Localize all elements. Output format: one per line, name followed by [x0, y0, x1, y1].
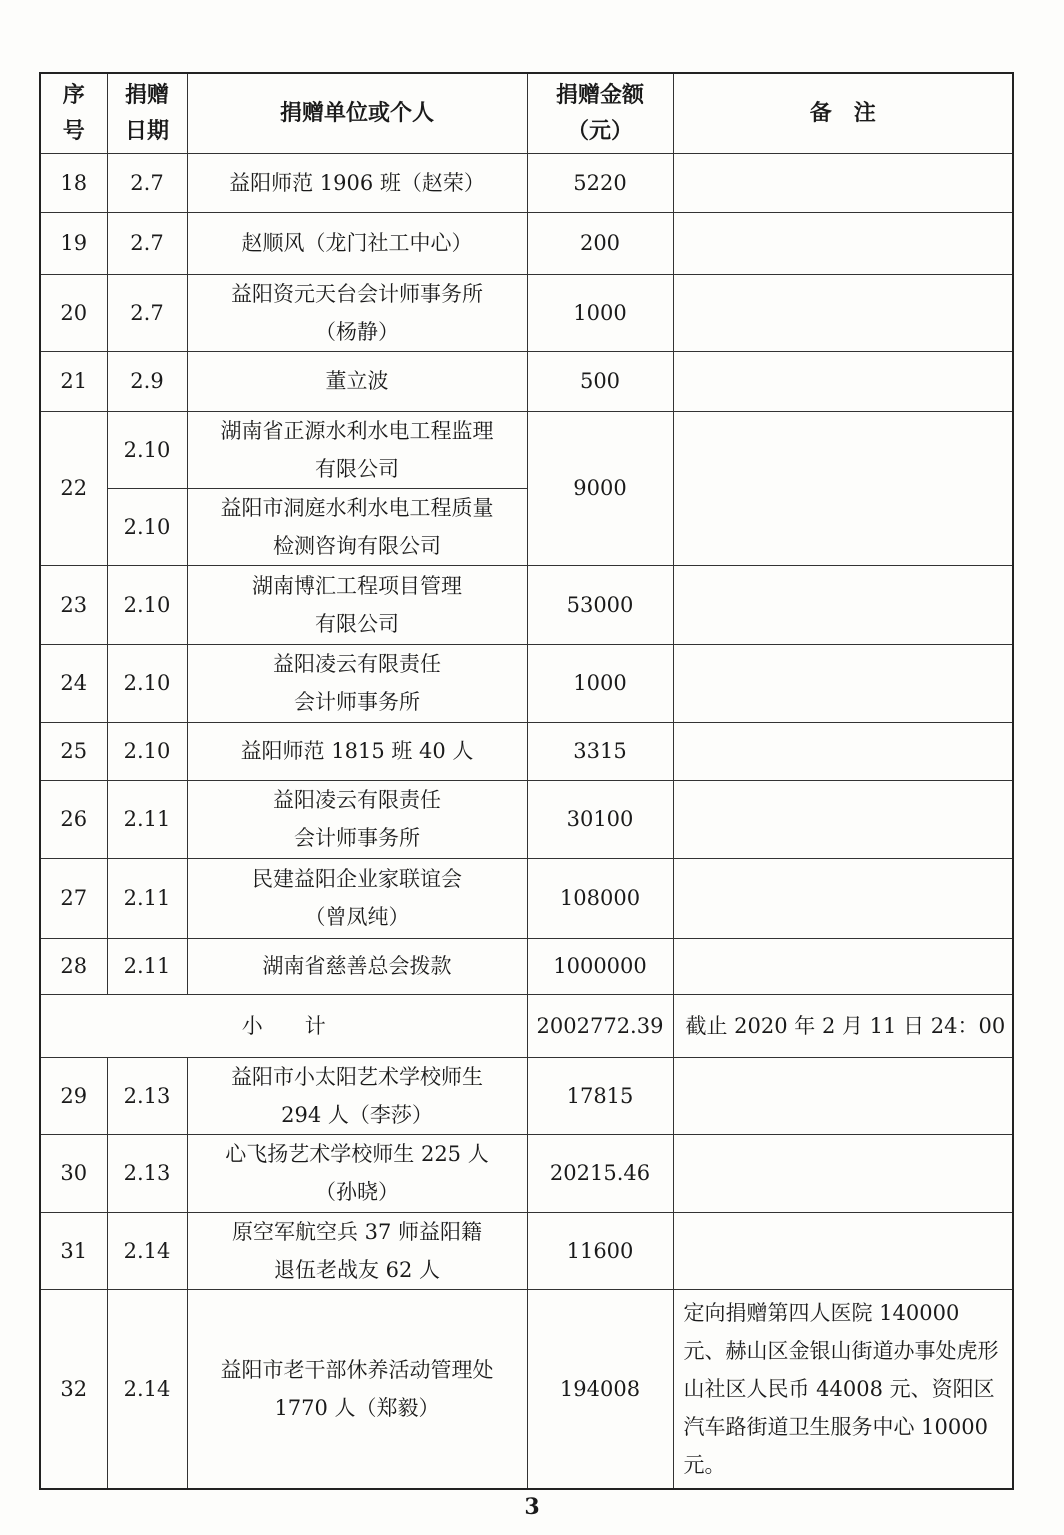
- cell-donor: 益阳师范 1815 班 40 人: [187, 722, 527, 780]
- table-row: [40, 644, 1013, 722]
- cell-donor: 湖南省正源水利水电工程监理 有限公司: [187, 411, 527, 488]
- cell-date: 2.9: [107, 351, 187, 411]
- table-row: [40, 1212, 1013, 1289]
- cell-note: [673, 351, 1013, 411]
- cell-amount: 30100: [527, 780, 673, 858]
- cell-amount: 200: [527, 212, 673, 274]
- header-donor: 捐赠单位或个人: [187, 73, 527, 153]
- cell-seq: 29: [40, 1057, 107, 1134]
- header-seq: 序 号: [40, 73, 107, 153]
- cell-donor: 原空军航空兵 37 师益阳籍 退伍老战友 62 人: [187, 1212, 527, 1289]
- cell-note: [673, 153, 1013, 212]
- table-row: [40, 153, 1013, 212]
- cell-amount: 108000: [527, 858, 673, 938]
- cell-note: [673, 644, 1013, 722]
- cell-seq: 20: [40, 274, 107, 351]
- cell-amount: 1000000: [527, 938, 673, 994]
- cell-note: [673, 411, 1013, 565]
- table-row: [40, 411, 1013, 488]
- cell-note: [673, 1212, 1013, 1289]
- cell-seq: 18: [40, 153, 107, 212]
- cell-donor: 益阳市洞庭水利水电工程质量 检测咨询有限公司: [187, 488, 527, 565]
- cell-date: 2.13: [107, 1134, 187, 1212]
- cell-date: 2.10: [107, 644, 187, 722]
- cell-amount: 53000: [527, 565, 673, 644]
- cell-note: [673, 780, 1013, 858]
- subtotal-row: [40, 994, 1013, 1057]
- cell-seq: 26: [40, 780, 107, 858]
- cell-amount: 194008: [527, 1289, 673, 1489]
- cell-date: 2.13: [107, 1057, 187, 1134]
- cell-note: [673, 1057, 1013, 1134]
- cell-donor: 湖南省慈善总会拨款: [187, 938, 527, 994]
- table-row: [40, 565, 1013, 644]
- cell-seq: 32: [40, 1289, 107, 1489]
- cell-seq: 27: [40, 858, 107, 938]
- cell-amount: 11600: [527, 1212, 673, 1289]
- cell-donor: 民建益阳企业家联谊会 （曾凤纯）: [187, 858, 527, 938]
- cell-seq: 24: [40, 644, 107, 722]
- cell-donor: 董立波: [187, 351, 527, 411]
- cell-seq: 19: [40, 212, 107, 274]
- cell-amount: 1000: [527, 274, 673, 351]
- cell-seq: 28: [40, 938, 107, 994]
- cell-date: 2.11: [107, 938, 187, 994]
- page-number: 3: [524, 1494, 540, 1520]
- donation-table: [39, 72, 1014, 1490]
- table-row: [40, 780, 1013, 858]
- cell-amount: 5220: [527, 153, 673, 212]
- cell-donor: 益阳凌云有限责任 会计师事务所: [187, 780, 527, 858]
- cell-date: 2.7: [107, 274, 187, 351]
- cell-amount: 1000: [527, 644, 673, 722]
- cell-seq: 31: [40, 1212, 107, 1289]
- table-row: [40, 938, 1013, 994]
- cell-note: [673, 1134, 1013, 1212]
- cell-donor: 赵顺风（龙门社工中心）: [187, 212, 527, 274]
- table-row: [40, 212, 1013, 274]
- cell-donor: 益阳市老干部休养活动管理处 1770 人（郑毅）: [187, 1289, 527, 1489]
- table-row: [40, 351, 1013, 411]
- cell-date: 2.10: [107, 565, 187, 644]
- cell-donor: 益阳师范 1906 班（赵荣）: [187, 153, 527, 212]
- cell-date: 2.7: [107, 212, 187, 274]
- table-row: [40, 858, 1013, 938]
- cell-donor: 益阳资元天台会计师事务所 （杨静）: [187, 274, 527, 351]
- cell-date: 2.11: [107, 780, 187, 858]
- cell-date: 2.10: [107, 411, 187, 488]
- cell-amount: 17815: [527, 1057, 673, 1134]
- cell-note: [673, 274, 1013, 351]
- table-row: [40, 1134, 1013, 1212]
- cell-note: [673, 858, 1013, 938]
- cell-amount: 20215.46: [527, 1134, 673, 1212]
- cell-note: [673, 938, 1013, 994]
- cell-note: [673, 722, 1013, 780]
- cell-donor: 益阳市小太阳艺术学校师生 294 人（李莎）: [187, 1057, 527, 1134]
- table-row: [40, 274, 1013, 351]
- cell-donor: 益阳凌云有限责任 会计师事务所: [187, 644, 527, 722]
- cell-date: 2.10: [107, 488, 187, 565]
- header-date: 捐赠 日期: [107, 73, 187, 153]
- cell-date: 2.11: [107, 858, 187, 938]
- header-amount: 捐赠金额 （元）: [527, 73, 673, 153]
- cell-date: 2.14: [107, 1289, 187, 1489]
- cell-donor: 心飞扬艺术学校师生 225 人 （孙晓）: [187, 1134, 527, 1212]
- cell-seq: 30: [40, 1134, 107, 1212]
- subtotal-label: 小 计: [40, 994, 527, 1057]
- subtotal-note: 截止 2020 年 2 月 11 日 24：00: [673, 994, 1013, 1057]
- cell-amount: 500: [527, 351, 673, 411]
- cell-date: 2.7: [107, 153, 187, 212]
- header-row: [40, 73, 1013, 153]
- cell-date: 2.14: [107, 1212, 187, 1289]
- cell-seq: 21: [40, 351, 107, 411]
- cell-note: 定向捐赠第四人医院 140000 元、赫山区金银山街道办事处虎形山社区人民币 44008 元、资阳区汽车路街道卫生服务中心 10000 元。: [673, 1289, 1013, 1489]
- cell-seq: 23: [40, 565, 107, 644]
- table-row: [40, 1057, 1013, 1134]
- subtotal-amount: 2002772.39: [527, 994, 673, 1057]
- table-row: [40, 1289, 1013, 1489]
- table-row: [40, 722, 1013, 780]
- cell-note: [673, 212, 1013, 274]
- cell-donor: 湖南博汇工程项目管理 有限公司: [187, 565, 527, 644]
- cell-note: [673, 565, 1013, 644]
- cell-seq: 22: [40, 411, 107, 565]
- cell-seq: 25: [40, 722, 107, 780]
- cell-date: 2.10: [107, 722, 187, 780]
- cell-amount: 3315: [527, 722, 673, 780]
- header-note: 备 注: [673, 73, 1013, 153]
- cell-amount: 9000: [527, 411, 673, 565]
